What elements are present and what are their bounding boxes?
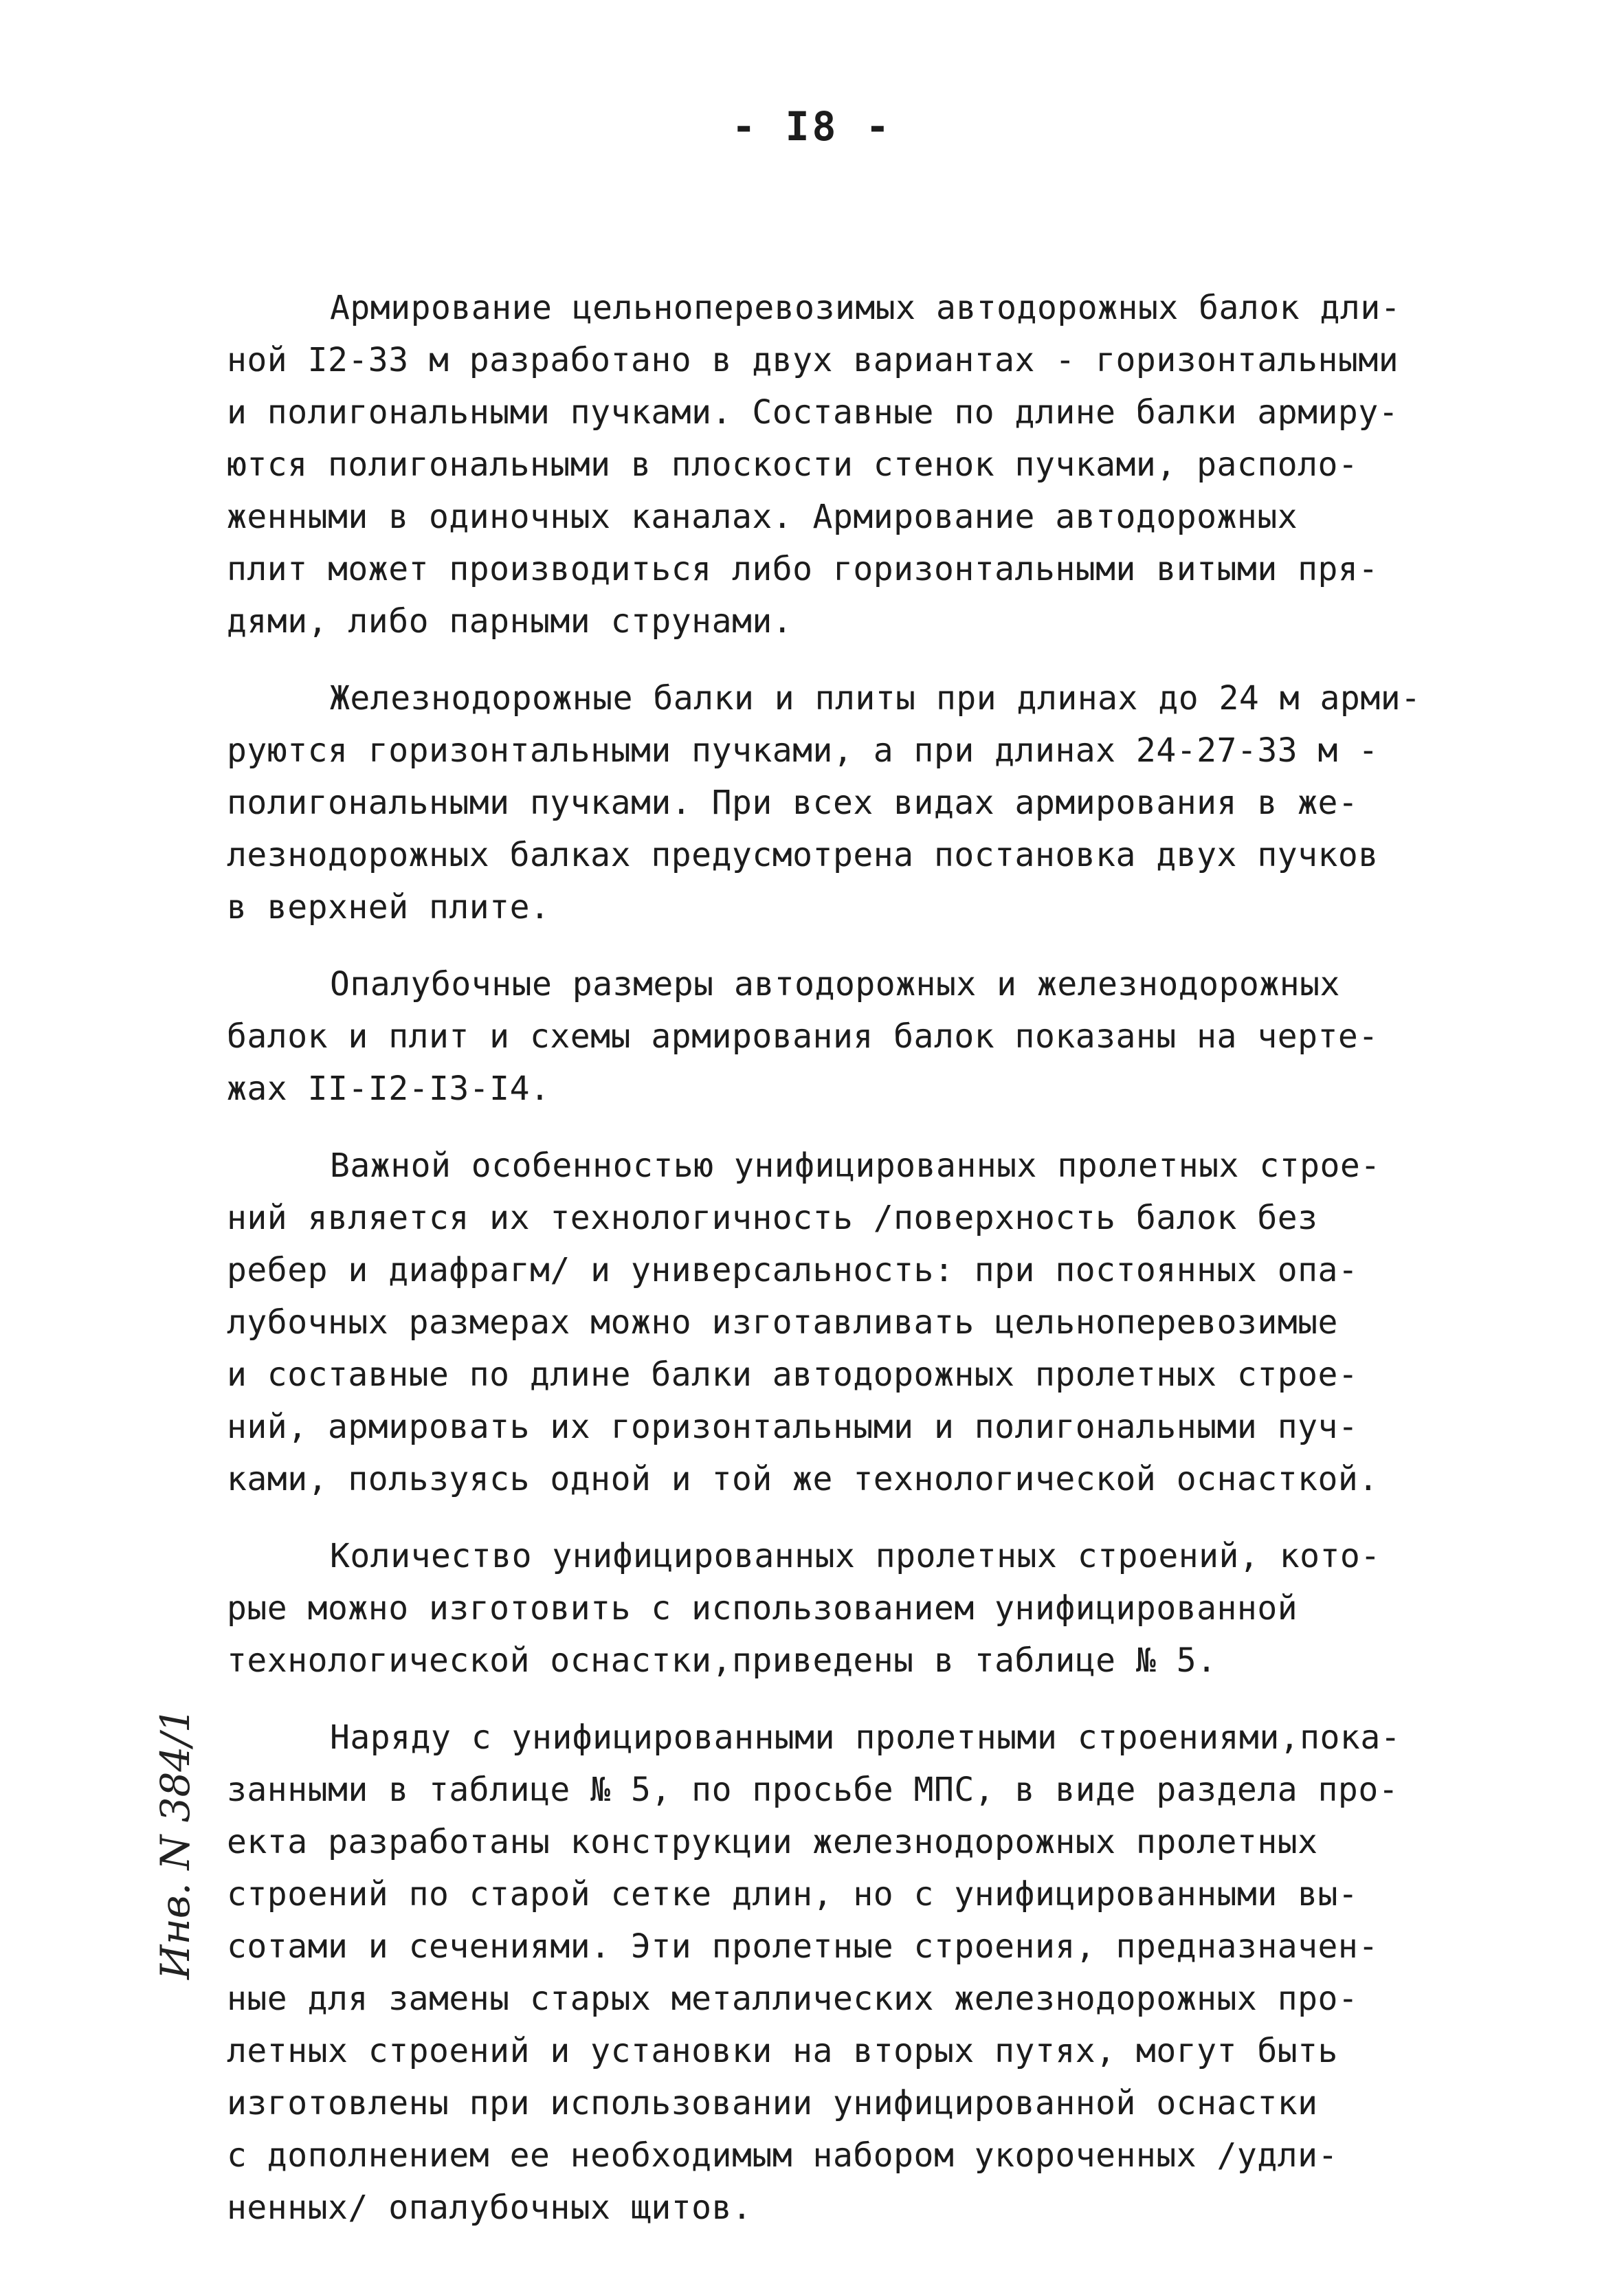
text-line: с дополнением ее необходимым набором укороченных /удли- <box>227 2136 1338 2175</box>
text-line: плит может производиться либо горизонтальными витыми пря- <box>227 550 1379 588</box>
text-line: Армирование цельноперевозимых автодорожных балок дли- <box>330 289 1401 327</box>
text-line: ются полигональными в плоскости стенок пучками, располо- <box>227 445 1359 484</box>
text-line: изготовлены при использовании унифицированной оснастки <box>227 2084 1318 2122</box>
body-text <box>227 282 1519 2259</box>
text-line: Наряду с унифицированными пролетными строениями,пока- <box>330 1718 1401 1757</box>
text-line: рые можно изготовить с использованием унифицированной <box>227 1589 1298 1628</box>
text-line: ненных/ опалубочных щитов. <box>227 2188 753 2227</box>
text-line: в верхней плите. <box>227 888 550 927</box>
text-line: ний, армировать их горизонтальными и полигональными пуч- <box>227 1408 1359 1446</box>
text-line: ной I2-33 м разработано в двух вариантах - горизонтальными <box>227 341 1399 379</box>
text-line: дями, либо парными струнами. <box>227 602 793 641</box>
text-line: строений по старой сетке длин, но с унифицированными вы- <box>227 1875 1359 1914</box>
text-line: и составные по длине балки автодорожных пролетных строе- <box>227 1355 1359 1394</box>
text-line: Железнодорожные балки и плиты при длинах до 24 м арми- <box>330 679 1421 718</box>
text-line: технологической оснастки,приведены в таблице № 5. <box>227 1641 1217 1680</box>
text-line: балок и плит и схемы армирования балок показаны на черте- <box>227 1017 1379 1056</box>
paragraph-5 <box>227 1530 1519 1687</box>
text-line: сотами и сечениями. Эти пролетные строения, предназначен- <box>227 1927 1379 1966</box>
text-line: занными в таблице № 5, по просьбе МПС, в виде раздела про- <box>227 1771 1399 1809</box>
text-line: Количество унифицированных пролетных строений, кото- <box>330 1537 1381 1575</box>
text-line: екта разработаны конструкции железнодорожных пролетных <box>227 1823 1318 1861</box>
text-line: женными в одиночных каналах. Армирование автодорожных <box>227 498 1298 536</box>
text-line: Опалубочные размеры автодорожных и железнодорожных <box>330 965 1340 1004</box>
paragraph-1 <box>227 282 1519 647</box>
paragraph-2 <box>227 672 1519 933</box>
paragraph-6 <box>227 1711 1519 2234</box>
text-line: лезнодорожных балках предусмотрена постановка двух пучков <box>227 836 1379 874</box>
paragraph-3 <box>227 958 1519 1115</box>
text-line: полигональными пучками. При всех видах армирования в же- <box>227 784 1359 822</box>
text-line: Важной особенностью унифицированных пролетных строе- <box>330 1146 1381 1185</box>
page-number: - I8 - <box>731 103 893 150</box>
text-line: жах II-I2-I3-I4. <box>227 1069 550 1108</box>
text-line: ребер и диафрагм/ и универсальность: при постоянных опа- <box>227 1251 1359 1289</box>
text-line: и полигональными пучками. Составные по длине балки армиру- <box>227 393 1399 432</box>
text-line: ками, пользуясь одной и той же технологической оснасткой. <box>227 1460 1379 1498</box>
text-line: руются горизонтальными пучками, а при длинах 24-27-33 м - <box>227 731 1379 770</box>
text-line: лубочных размерах можно изготавливать цельноперевозимые <box>227 1303 1338 1342</box>
paragraph-4 <box>227 1140 1519 1505</box>
text-line: ные для замены старых металлических железнодорожных про- <box>227 1980 1359 2018</box>
text-line: ний является их технологичность /поверхность балок без <box>227 1199 1318 1237</box>
inventory-number-note: Инв. N 384/1 <box>152 1707 199 1980</box>
text-line: летных строений и установки на вторых путях, могут быть <box>227 2032 1338 2070</box>
